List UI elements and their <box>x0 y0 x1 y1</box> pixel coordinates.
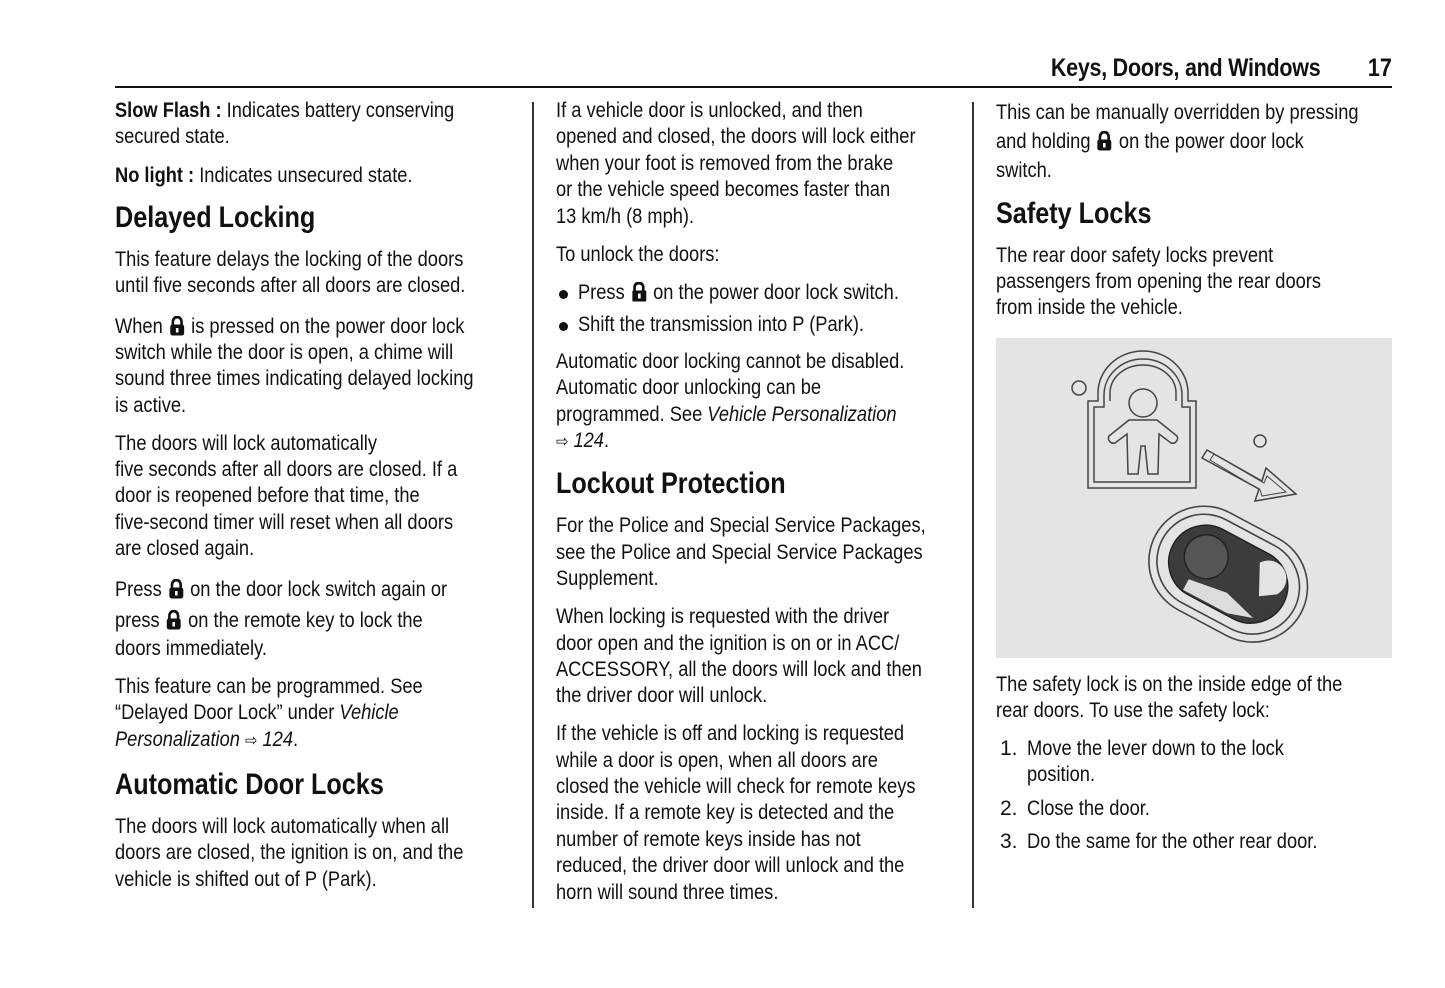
lockout-paragraph-2: When locking is requested with the driver door open and the ignition is on or in ACC/ ACCESSORY, all the doors will lock and then the driver door will unlock. <box>556 605 922 708</box>
lock-icon <box>170 316 185 336</box>
slow-flash-paragraph: Slow Flash : Indicates battery conserving secured state. <box>115 99 455 149</box>
auto-paragraph-3: Automatic door locking cannot be disabled. Automatic door unlocking can be programmed. See Vehicle Personalization ⇨ 124. <box>556 349 905 452</box>
override-paragraph: This can be manually overridden by pressing and holding on the power door lock switch. <box>996 101 1359 182</box>
lock-icon <box>167 610 182 630</box>
list-item: Press on the power door lock switch. <box>556 280 956 306</box>
section-title: Keys, Doors, and Windows <box>1050 54 1320 82</box>
lock-icon <box>1097 131 1112 151</box>
unlock-intro: To unlock the doors: <box>556 243 720 267</box>
column-3 <box>996 98 1396 863</box>
delayed-locking-heading: Delayed Locking <box>115 200 316 234</box>
delayed-paragraph-3: The doors will lock automatically five seconds after all doors are closed. If a door is reopened before that time, the five-second timer will reset when all doors are closed again. <box>115 431 458 561</box>
step-number: 3. <box>1000 830 1018 854</box>
column-divider-2 <box>972 102 974 908</box>
reference-arrow-icon: ⇨ <box>556 431 569 451</box>
lockout-paragraph-1: For the Police and Special Service Packages, see the Police and Special Service Packages Supplement. <box>556 514 926 591</box>
list-item: 3. Do the same for the other rear door. <box>996 829 1396 855</box>
page-header <box>115 52 1392 88</box>
column-2 <box>556 98 956 918</box>
safety-lock-figure <box>996 338 1392 658</box>
step-number: 2. <box>1000 796 1018 820</box>
page-reference-link[interactable]: 124 <box>262 727 293 751</box>
safety-paragraph-2: The safety lock is on the inside edge of the rear doors. To use the safety lock: <box>996 672 1343 723</box>
auto-paragraph-1: The doors will lock automatically when all doors are closed, the ignition is on, and the vehicle is shifted out of P (Park). <box>115 814 464 891</box>
safety-steps-list <box>996 736 1396 856</box>
no-light-label: No light : <box>115 163 195 187</box>
delayed-paragraph-2: When is pressed on the power door lock switch while the door is open, a chime will sound three times indicating delayed locking is active. <box>115 314 474 417</box>
page-reference-link[interactable]: 124 <box>573 428 604 452</box>
lockout-protection-heading: Lockout Protection <box>556 467 786 501</box>
automatic-door-locks-heading: Automatic Door Locks <box>115 767 384 801</box>
column-divider-1 <box>532 102 534 908</box>
step-number: 1. <box>1000 737 1018 761</box>
list-item: 1. Move the lever down to the lock position. <box>1000 737 1284 787</box>
lockout-paragraph-3: If the vehicle is off and locking is requested while a door is open, when all doors are closed the vehicle will check for remote keys inside. If a remote key is detected and the number of remote keys inside has not reduced, the driver door will unlock and the horn will sound three times. <box>556 722 916 904</box>
page-number: 17 <box>1368 54 1392 82</box>
unlock-steps-list <box>556 280 956 339</box>
lock-icon <box>169 579 184 599</box>
child-safety-lock-illustration <box>996 338 1392 658</box>
no-light-paragraph: No light : Indicates unsecured state. <box>115 163 413 187</box>
delayed-paragraph-1: This feature delays the locking of the doors until five seconds after all doors are closed. <box>115 247 466 298</box>
list-item: Shift the transmission into P (Park). <box>556 312 956 338</box>
list-item: 2. Close the door. <box>996 796 1396 822</box>
safety-locks-heading: Safety Locks <box>996 196 1152 230</box>
safety-paragraph-1: The rear door safety locks prevent passengers from opening the rear doors from inside the vehicle. <box>996 243 1321 320</box>
delayed-paragraph-5: This feature can be programmed. See “Delayed Door Lock” under Vehicle Personalization ⇨ 124. <box>115 674 423 751</box>
unlock-icon <box>632 282 647 302</box>
reference-arrow-icon: ⇨ <box>245 730 258 750</box>
auto-paragraph-2: If a vehicle door is unlocked, and then opened and closed, the doors will lock either when your foot is removed from the brake or the vehicle speed becomes faster than 13 km/h (8 mph). <box>556 99 916 228</box>
slow-flash-label: Slow Flash : <box>115 99 222 122</box>
column-1 <box>115 98 515 905</box>
delayed-paragraph-4: Press on the door lock switch again or press on the remote key to lock the doors immediately. <box>115 578 448 661</box>
